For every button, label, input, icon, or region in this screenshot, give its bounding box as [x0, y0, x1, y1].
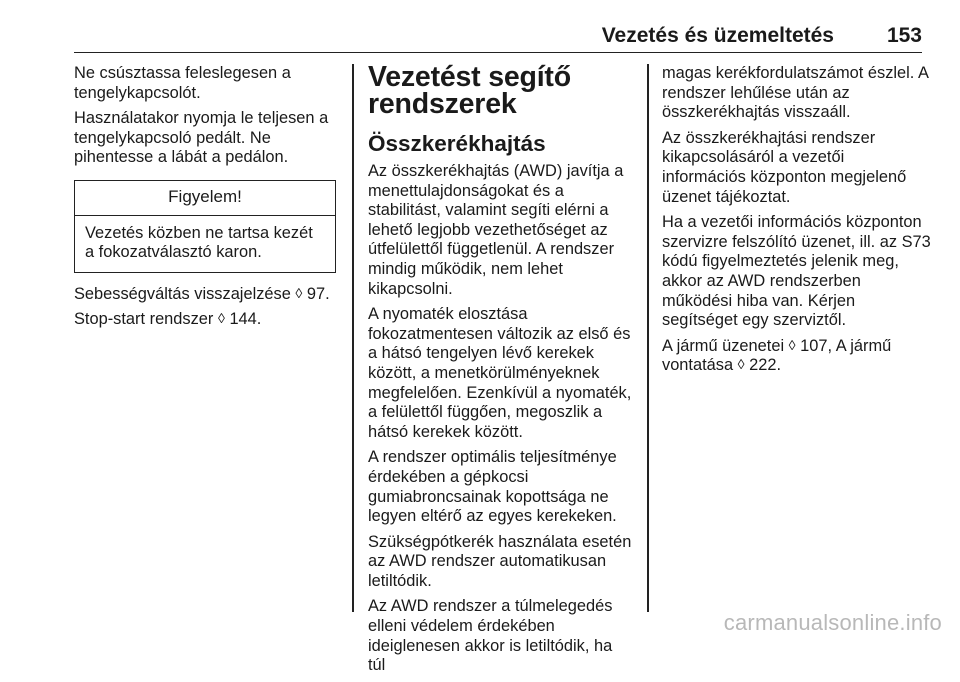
paragraph: Használatakor nyomja le teljesen a tengelykapcsoló pedált. Ne pihentesse a lábát a pedálon. [74, 109, 329, 167]
paragraph: Az összkerékhajtás (AWD) javítja a menettulajdonságokat és a stabilitást, valamint segíti elérni a lehető legjobb vezethetőséget az útfelülettől függetlenül. A rendszer mindig működik, nem lehet kikapcsolni. [368, 162, 624, 298]
notice-text: Vezetés közben ne tartsa kezét a fokozatválasztó karon. [85, 223, 313, 262]
page-reference-arrow-icon: ◊ [737, 356, 745, 373]
column-divider [647, 64, 649, 612]
reference-text: A jármű vontatása [662, 336, 892, 375]
section-title: Vezetés és üzemeltetés [601, 24, 834, 47]
page-reference-arrow-icon: ◊ [217, 310, 225, 327]
paragraph: Szükségpótkerék használata esetén az AWD rendszer automatikusan letiltódik. [368, 532, 632, 590]
paragraph: Ne csúsztassa feleslegesen a tengelykapcsolót. [74, 64, 291, 102]
page-header [74, 18, 922, 53]
paragraph: A rendszer optimális teljesítménye érdekében a gépkocsi gumiabroncsainak kopottsága ne legyen eltérő az egyes kerekeken. [368, 448, 617, 526]
chapter-heading: Vezetést segítő rendszerek [368, 61, 571, 120]
column-middle [368, 61, 634, 682]
reference-text: Sebességváltás visszajelzése [74, 284, 291, 303]
page-reference-arrow-icon: ◊ [788, 336, 796, 353]
reference-text: A jármű üzenetei [662, 336, 785, 355]
reference-page: 107, [800, 336, 833, 355]
paragraph: A nyomaték elosztása fokozatmentesen változik az első és a hátsó tengelyen lévő kerekek között, a menetkörülményeknek megfelelően. Ezenkívül a nyomaték, a felülettől függően, megoszlik a hátsó kerekek között. [368, 305, 632, 441]
cross-reference [662, 337, 932, 376]
page-reference-arrow-icon: ◊ [295, 284, 303, 301]
column-divider [352, 64, 354, 612]
notice-title: Figyelem! [75, 181, 335, 216]
paragraph: Ha a vezetői információs központon szervizre felszólító üzenet, ill. az S73 kódú figyelmeztetés jelenik meg, akkor az AWD rendszerben működési hiba van. Kérjen segítséget egy szerviztől. [662, 213, 931, 330]
cross-reference [74, 285, 336, 305]
paragraph: Az összkerékhajtási rendszer kikapcsolásáról a vezetői információs központon megjelenő üzenet tájékoztat. [662, 128, 907, 206]
cross-reference [74, 310, 336, 330]
page-number: 153 [886, 24, 922, 47]
column-right [662, 64, 932, 382]
paragraph: Az AWD rendszer a túlmelegedés elleni védelem érdekében ideiglenesen akkor is letiltódik, ha túl [368, 597, 613, 675]
reference-page: 97. [306, 284, 330, 303]
section-heading: Összkerékhajtás [368, 131, 546, 156]
reference-text: Stop-start rendszer [74, 310, 214, 329]
reference-page: 222. [749, 356, 782, 375]
paragraph: magas kerékfordulatszámot észlel. A rendszer lehűlése után az összkerékhajtás visszaáll. [662, 64, 929, 122]
column-left [74, 64, 336, 336]
notice-box [74, 180, 336, 273]
reference-page: 144. [229, 310, 262, 329]
watermark: carmanualsonline.info [723, 610, 942, 635]
